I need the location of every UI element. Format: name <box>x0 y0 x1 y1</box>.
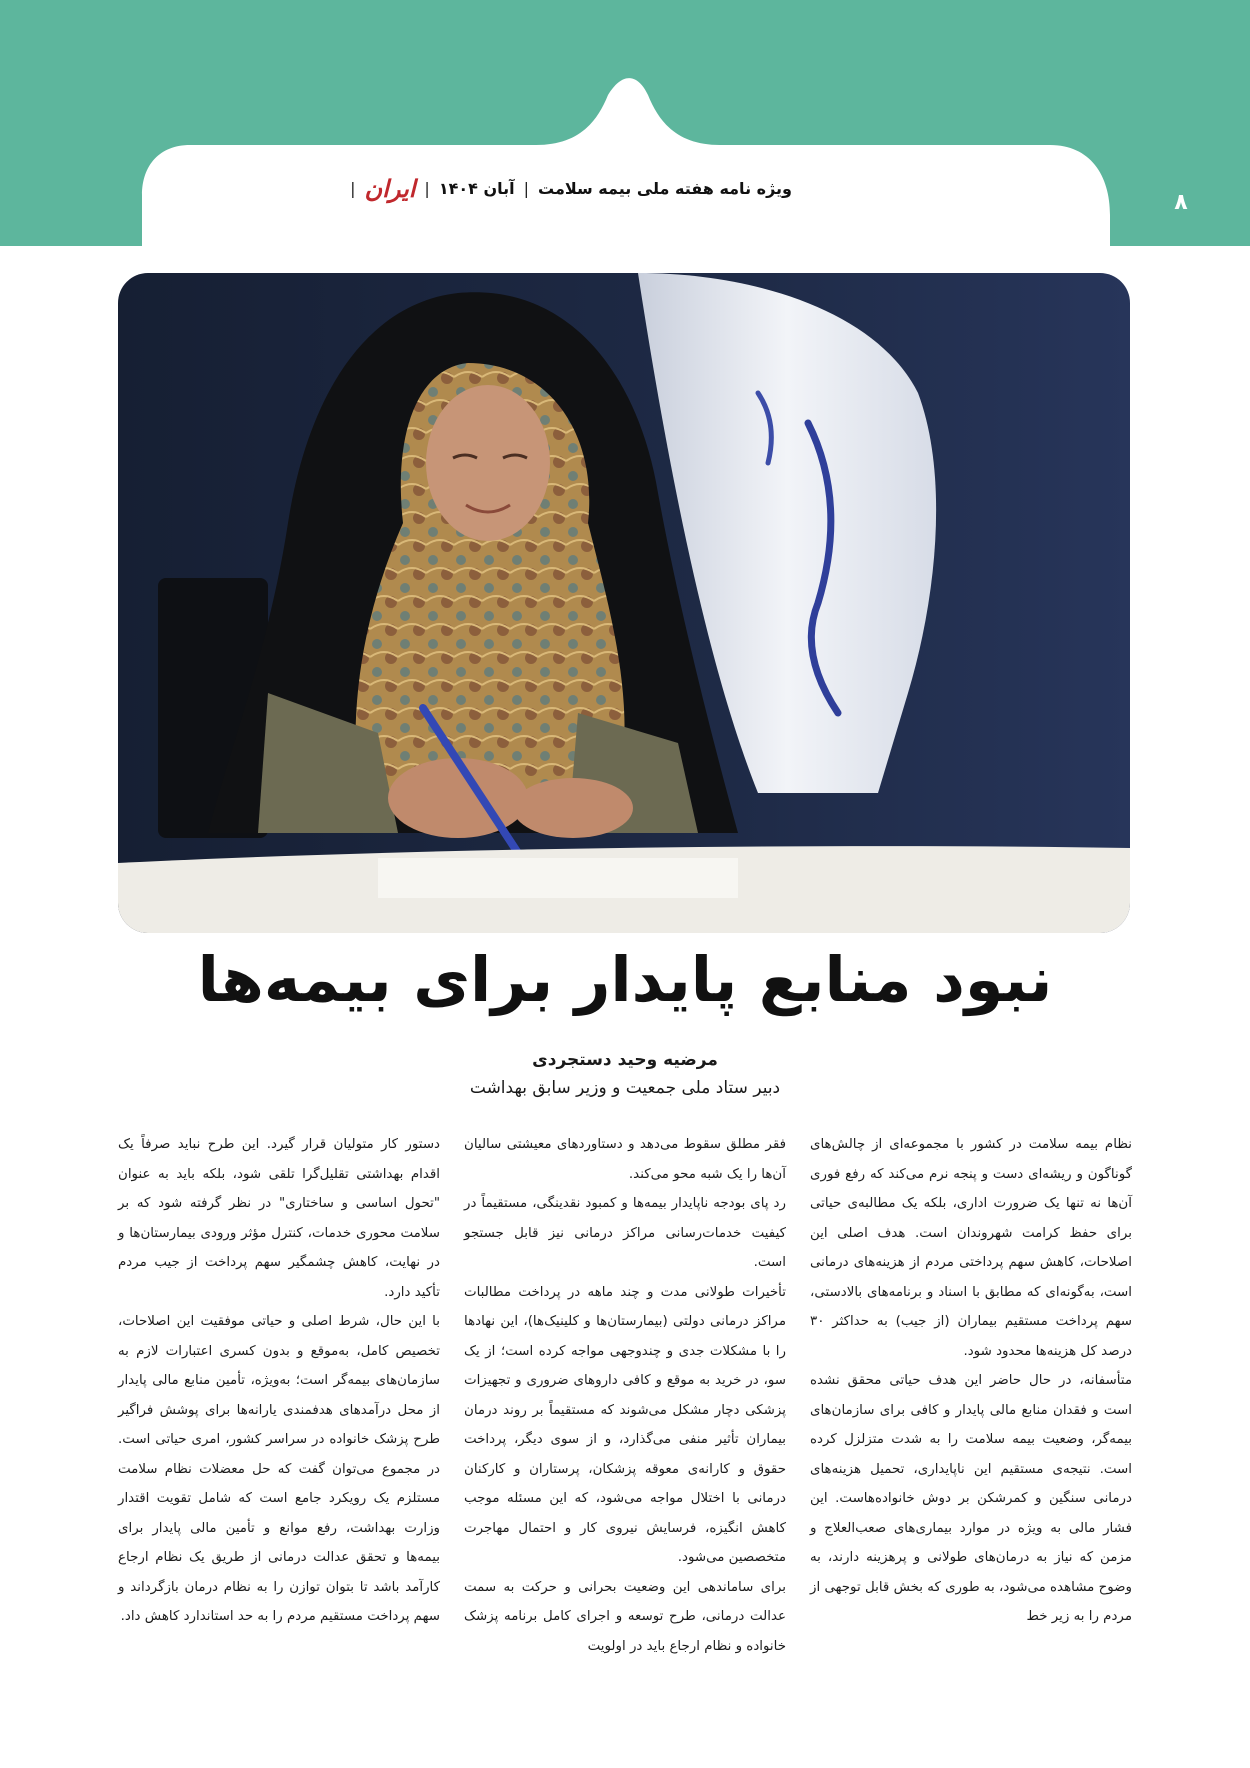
photo-illustration <box>118 273 1130 933</box>
header-separator: | <box>523 178 529 198</box>
paper <box>378 858 738 898</box>
article-title: نبود منابع پایدار برای بیمه‌ها <box>197 943 1053 1016</box>
iran-logo: ایران <box>364 173 416 203</box>
header-line <box>341 172 792 204</box>
article-column-middle <box>464 1130 786 1661</box>
article-paragraph: متأسفانه، در حال حاضر این هدف حیاتی محقق نشده است و فقدان منابع مالی پایدار و کافی برای سازمان‌های بیمه‌گر، وضعیت بیمه سلامت را به شدت متزلزل کرده است. نتیجه‌ی مستقیم این ناپایداری، تحمیل هزینه‌های درمانی سنگین و کمرشکن بر دوش خانواده‌هاست. این فشار مالی به ویژه در موارد بیماری‌های صعب‌العلاج و مزمن که نیاز به درمان‌های طولانی و پرهزینه دارند، به وضوح مشاهده می‌شود، به طوری که بخش قابل توجهی از مردم را به زیر خط <box>810 1373 1132 1624</box>
article-paragraph: فقر مطلق سقوط می‌دهد و دستاوردهای معیشتی سالیان آن‌ها را یک شبه محو می‌کند. <box>464 1137 786 1182</box>
author-role: دبیر ستاد ملی جمعیت و وزیر سابق بهداشت <box>469 1078 781 1098</box>
article-paragraph: نظام بیمه سلامت در کشور با مجموعه‌ای از چالش‌های گوناگون و ریشه‌ای دست و پنجه نرم می‌کند که رفع فوری آن‌ها نه تنها یک ضرورت اداری، بلکه یک مطالبه‌ی حیاتی برای حفظ کرامت شهروندان است. هدف اصلی این اصلاحات، کاهش سهم پرداختی مردم از هزینه‌های درمانی است، به‌گونه‌ای که مطابق با اسناد و برنامه‌های بالادستی، سهم پرداخت مستقیم بیماران (از جیب) به حداکثر ۳۰ درصد کل هزینه‌ها محدود شود. <box>810 1137 1132 1359</box>
article-paragraph: با این حال، شرط اصلی و حیاتی موفقیت این اصلاحات، تخصیص کامل، به‌موقع و بدون کسری اعتبارات لازم به سازمان‌های بیمه‌گر است؛ به‌ویژه، تأمین منابع مالی پایدار از محل درآمدهای هدفمندی یارانه‌ها برای پوشش فراگیر طرح پزشک خانواده در سراسر کشور، امری حیاتی است. در مجموع می‌توان گفت که حل معضلات نظام سلامت مستلزم یک رویکرد جامع است که شامل تقویت اقتدار وزارت بهداشت، رفع موانع و تأمین مالی پایدار برای بیمه‌ها و تحقق عدالت درمانی از طریق یک نظام ارجاع کارآمد باشد تا بتوان توازن را به نظام درمان بازگرداند و سهم پرداخت مستقیم مردم را به حد استاندارد کاهش داد. <box>118 1314 440 1624</box>
article-column-right <box>810 1130 1132 1632</box>
issue-date: آبان ۱۴۰۴ <box>438 178 515 198</box>
header-separator: | <box>350 178 356 198</box>
header-separator: | <box>424 178 430 198</box>
woman-writing-photo <box>118 273 1130 933</box>
article-column-left <box>118 1130 440 1632</box>
article-paragraph: دستور کار متولیان قرار گیرد. این طرح نباید صرفاً یک اقدام بهداشتی تقلیل‌گرا تلقی شود، بلکه باید به عنوان "تحول اساسی و ساختاری" در نظر گرفته شود که بر سلامت محوری خدمات، کنترل مؤثر ورودی بیمارستان‌ها و در نهایت، کاهش چشمگیر سهم پرداخت از جیب مردم تأکید دارد. <box>118 1137 440 1300</box>
author-name: مرضیه وحید دستجردی <box>532 1050 718 1070</box>
hand <box>513 778 633 838</box>
publication-name: ویژه نامه هفته ملی بیمه سلامت <box>538 178 792 198</box>
page-number: ۸ <box>1174 190 1188 215</box>
article-paragraph: تأخیرات طولانی مدت و چند ماهه در پرداخت مطالبات مراکز درمانی دولتی (بیمارستان‌ها و کلینیک‌ها)، این نهادها را با مشکلات جدی و چندوجهی مواجه کرده است؛ از یک سو، در خرید به موقع و کافی داروهای ضروری و تجهیزات پزشکی دچار مشکل می‌شوند که مستقیماً بر روند درمان بیماران تأثیر منفی می‌گذارد، و از سوی دیگر، پرداخت حقوق و کارانه‌ی معوقه پزشکان، پرستاران و کارکنان درمانی با اختلال مواجه می‌شود، که این مسئله موجب کاهش انگیزه، فرسایش نیروی کار و احتمال مهاجرت متخصصین می‌شود. <box>464 1284 786 1565</box>
hand <box>388 758 528 838</box>
header-band-shape <box>0 0 1250 246</box>
article-paragraph: رد پای بودجه ناپایدار بیمه‌ها و کمبود نقدینگی، مستقیماً در کیفیت خدمات‌رسانی مراکز درمانی نیز قابل جستجو است. <box>464 1196 786 1270</box>
header-band <box>0 0 1250 246</box>
face <box>426 385 550 541</box>
article-paragraph: برای ساماندهی این وضعیت بحرانی و حرکت به سمت عدالت درمانی، طرح توسعه و اجرای کامل برنامه پزشک خانواده و نظام ارجاع باید در اولویت <box>464 1579 786 1654</box>
